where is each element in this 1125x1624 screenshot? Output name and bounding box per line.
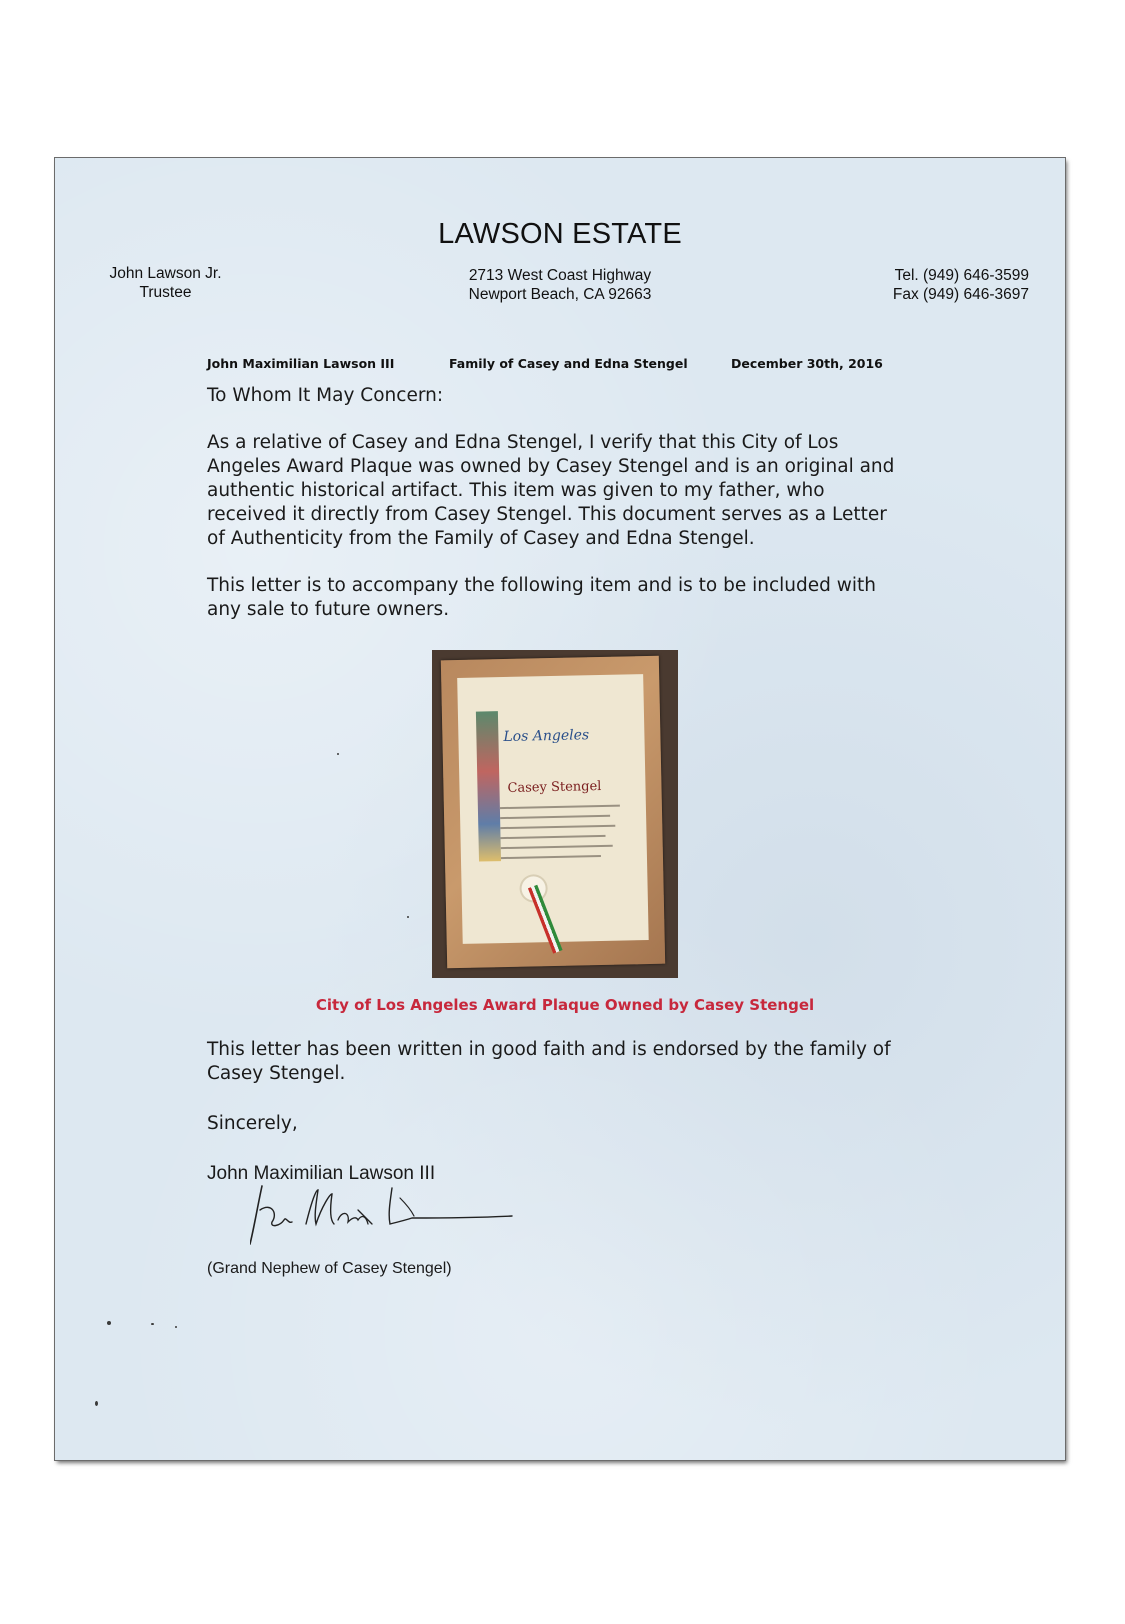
text-line	[501, 855, 601, 859]
paragraph-1: As a relative of Casey and Edna Stengel, I verify that this City of Los Angeles Award Plaque was owned by Casey Stengel and is an original and authentic historical artifact. This item was given to my father, who received it directly from Casey Stengel. This document serves as a Letter of Authenticity from the Family of Casey and Edna Stengel.	[207, 432, 895, 549]
text-line	[501, 835, 606, 839]
text-line	[500, 805, 620, 810]
ribbon-icon	[528, 885, 563, 954]
paper-speck	[95, 1401, 98, 1406]
text-line	[501, 845, 613, 849]
plaque-name: Casey Stengel	[507, 778, 602, 796]
handwritten-signature	[250, 1180, 520, 1255]
paragraph-2: This letter is to accompany the following item and is to be included with any sale to future owners.	[207, 575, 877, 620]
paper-speck	[407, 916, 409, 918]
address-block	[435, 266, 685, 304]
meta-row	[207, 356, 967, 376]
meta-author: John Maximilian Lawson III	[207, 356, 395, 371]
illuminated-border	[476, 711, 501, 861]
address-line-1: 2713 West Coast Highway	[468, 267, 652, 284]
trustee-name: John Lawson Jr.	[109, 265, 222, 282]
paper-speck	[337, 753, 339, 755]
signatory-name: John Maximilian Lawson III	[207, 1163, 436, 1184]
plaque-heading: Los Angeles	[503, 727, 590, 746]
contact-block	[829, 266, 1029, 304]
letterhead-title: LAWSON ESTATE	[438, 218, 682, 250]
fax: Fax (949) 646-3697	[892, 286, 1029, 303]
address-line-2: Newport Beach, CA 92663	[468, 286, 652, 303]
text-line	[500, 825, 615, 829]
meta-date: December 30th, 2016	[731, 356, 883, 371]
closing: Sincerely,	[207, 1113, 298, 1134]
telephone: Tel. (949) 646-3599	[894, 267, 1029, 284]
paper-speck	[107, 1321, 111, 1325]
plaque-photo	[432, 650, 678, 978]
plaque-frame	[441, 656, 665, 968]
trustee-role: Trustee	[139, 284, 192, 301]
meta-family: Family of Casey and Edna Stengel	[449, 356, 688, 371]
letter-page	[55, 158, 1065, 1460]
photo-caption: City of Los Angeles Award Plaque Owned by Casey Stengel	[315, 996, 815, 1014]
signatory-title: (Grand Nephew of Casey Stengel)	[207, 1260, 452, 1277]
text-line	[500, 815, 610, 819]
trustee-block	[103, 264, 228, 302]
paragraph-3: This letter has been written in good faith and is endorsed by the family of Casey Stengel.	[207, 1039, 891, 1084]
plaque-certificate	[457, 674, 649, 944]
salutation: To Whom It May Concern:	[207, 385, 444, 406]
paper-speck	[175, 1326, 177, 1328]
paper-speck	[151, 1323, 154, 1325]
